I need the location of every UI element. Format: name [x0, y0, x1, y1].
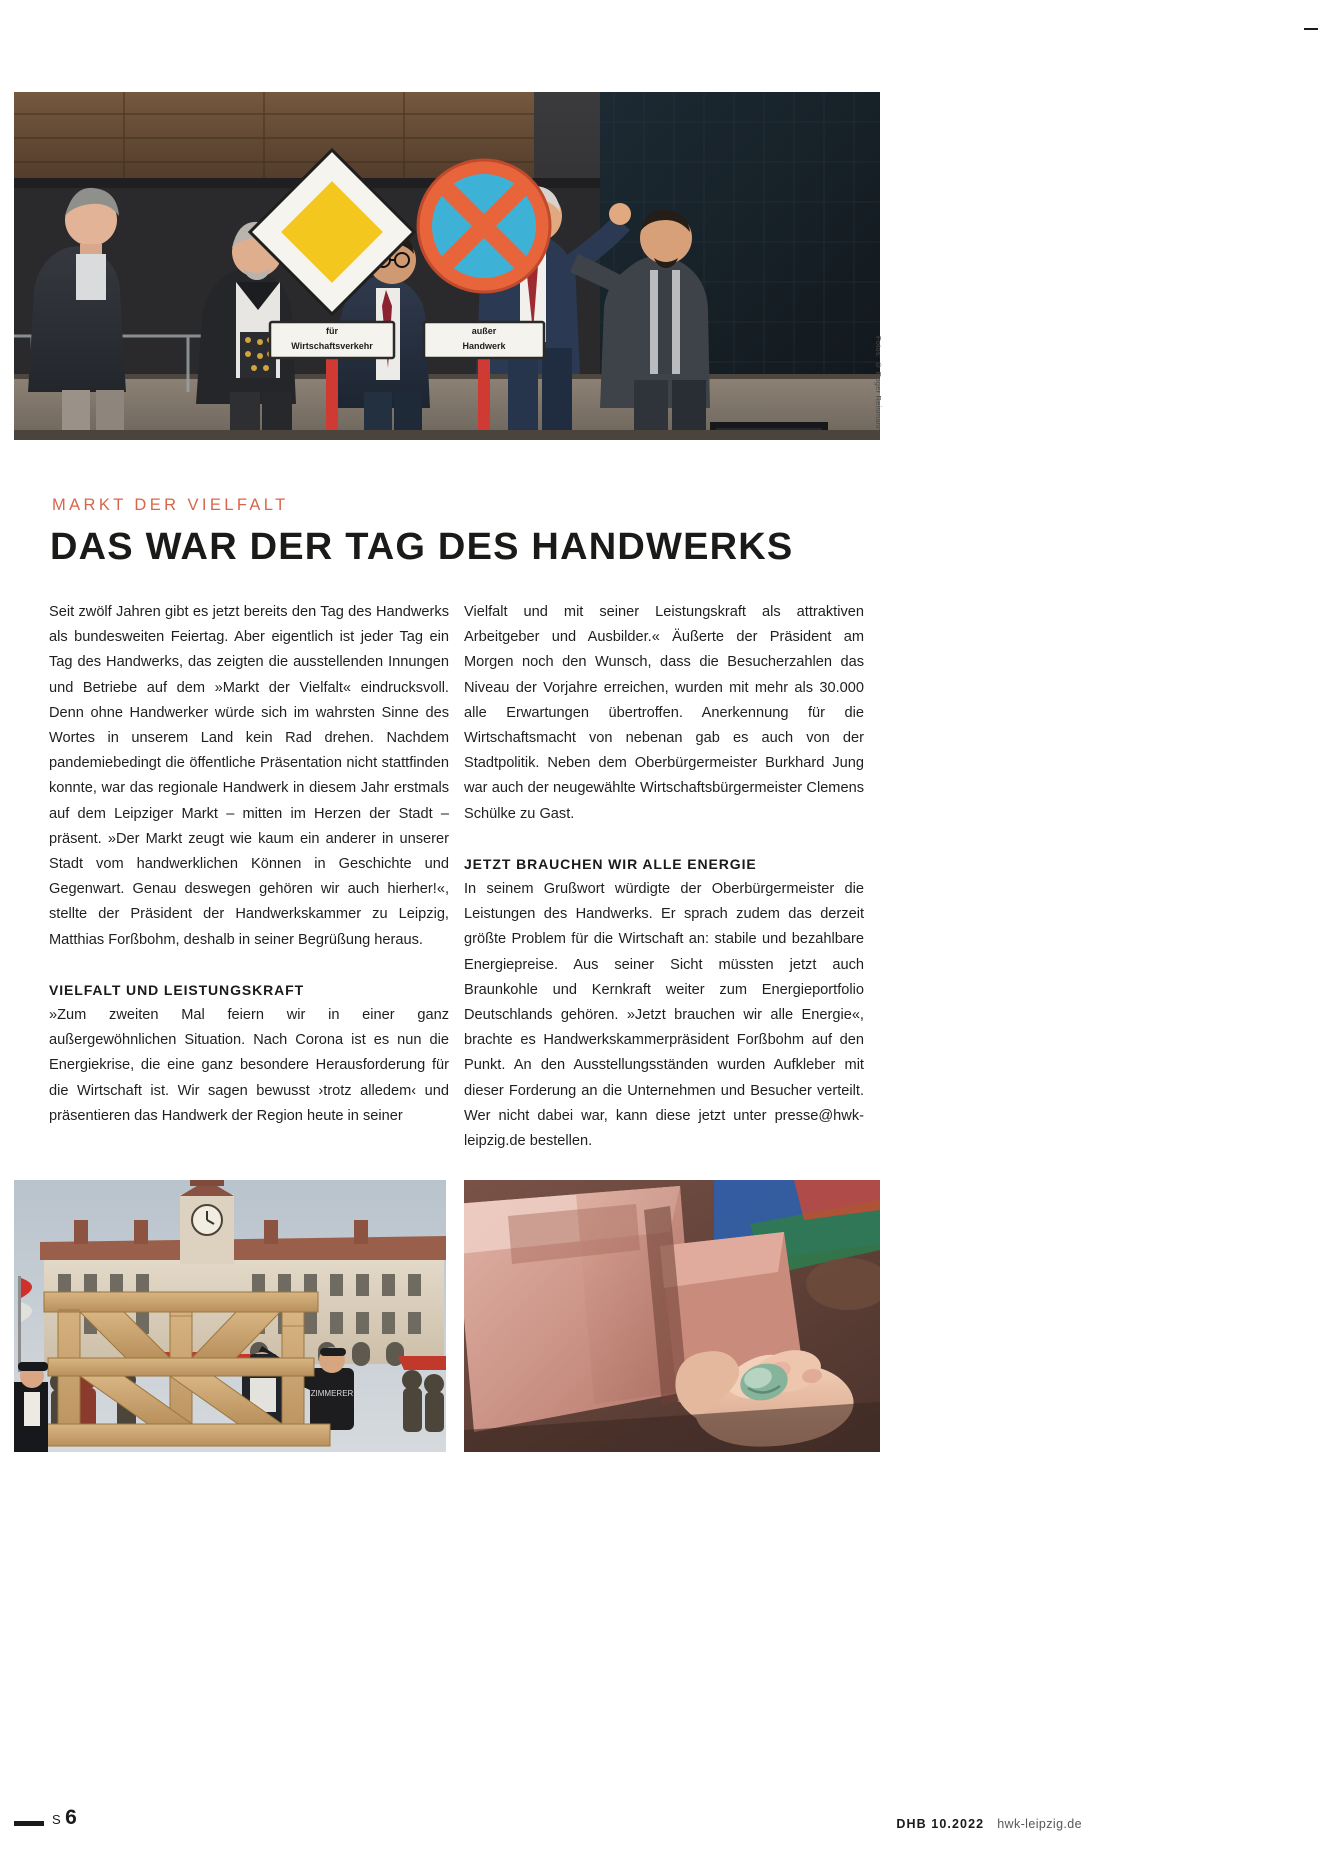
left-paragraph-1: Seit zwölf Jahren gibt es jetzt bereits den Tag des Handwerks als bundesweiten Feiertag. Aber eigentlich ist jeder Tag ein Tag des Handwerks, das zeigten die ausstellenden Innungen und Betriebe auf dem »Markt der Vielfalt« eindrucksvoll. Denn ohne Handwerker würde sich im wahrsten Sinne des Wortes in unserem Land kein Rad drehen. Nachdem pandemiebedingt die öffentliche Präsentation nicht stattfinden konnte, war das regionale Handwerk in diesem Jahr erstmals auf dem Leipziger Markt – mitten im Herzen der Stadt – präsent. »Der Markt zeugt wie kaum ein anderer in unserer Stadt vom handwerklichen Können in Geschichte und Gegenwart. Genau deswegen gehören wir auch hierher!«, stellte der Präsident der Handwerkskammer zu Leipzig, Matthias Forßbohm, deshalb in seiner Begrüßung heraus. [49, 604, 449, 948]
left-paragraph-2: »Zum zweiten Mal feiern wir in einer ganz außergewöhnlichen Situation. Nach Corona ist es nun die Energiekrise, die eine ganz besondere Herausforderung für die Wirtschaft ist. Wir sagen bewusst ›trotz alledem‹ und präsentieren das Handwerk der Region heute in seiner [49, 1007, 449, 1124]
right-paragraph-1: Vielfalt und mit seiner Leistungskraft als attraktiven Arbeitgeber und Ausbilder.« Äußerte der Präsident am Morgen noch den Wunsch, dass die Besucherzahlen das Niveau der Vorjahre erreichen, wurden mit mehr als 30.000 alle Erwartungen übertroffen. Anerkennung für die Wirtschaftsmacht von nebenan gab es auch von der Stadtpolitik. Neben dem Oberbürgermeister Burkhard Jung war auch der neugewählte Wirtschaftsbürgermeister Clemens Schülke zu Gast. [464, 604, 864, 822]
footer-issue: DHB 10.2022 [896, 1817, 985, 1831]
svg-text:Handwerk: Handwerk [462, 341, 506, 351]
footer-page-prefix: S [52, 1812, 62, 1827]
page-title: DAS WAR DER TAG DES HANDWERKS [50, 526, 794, 568]
hero-photo [14, 92, 880, 440]
right-paragraph-2: In seinem Grußwort würdigte der Oberbürgermeister die Leistungen des Handwerks. Er sprach zudem das derzeit größte Problem für die Wirtschaft an: stabile und bezahlbare Energiepreise. Aus seiner Sicht müssten jetzt auch Braunkohle und Kernkraft weiter zum Energieportfolio Deutschlands gehören. »Jetzt brauchen wir alle Energie«, brachte es Handwerkskammerpräsident Forßbohm auf den Punkt. An den Ausstellungsständen wurden Aufkleber mit dieser Forderung an die Unternehmen und Besucher verteilt. Wer nicht dabei war, kann diese jetzt unter presse@hwk-leipzig.de bestellen. [464, 881, 864, 1150]
footer-url[interactable]: hwk-leipzig.de [997, 1817, 1082, 1831]
footer-meta [896, 1815, 1082, 1833]
article-kicker: MARKT DER VIELFALT [52, 496, 289, 514]
bottom-right-photo [464, 1180, 880, 1452]
photo-credit: Fotos: © Roger Reinmann [874, 336, 883, 432]
bottom-right-photo-illustration [464, 1180, 880, 1452]
svg-text:für: für [326, 326, 338, 336]
svg-text:Wirtschaftsverkehr: Wirtschaftsverkehr [291, 341, 373, 351]
hero-photo-illustration [14, 92, 880, 440]
footer-rule [14, 1821, 44, 1826]
bottom-left-photo [14, 1180, 446, 1452]
bottom-left-photo-illustration [14, 1180, 446, 1452]
svg-text:außer: außer [471, 326, 497, 336]
body-column-left [49, 600, 449, 1129]
footer-page-number [52, 1806, 77, 1830]
right-subhead: JETZT BRAUCHEN WIR ALLE ENERGIE [464, 855, 757, 872]
svg-text:ZIMMERER: ZIMMERER [310, 1389, 354, 1398]
footer-page-value: 6 [65, 1806, 78, 1829]
crop-mark-top-right [1304, 28, 1318, 30]
left-subhead: VIELFALT UND LEISTUNGSKRAFT [49, 981, 305, 998]
body-column-right [464, 600, 864, 1154]
